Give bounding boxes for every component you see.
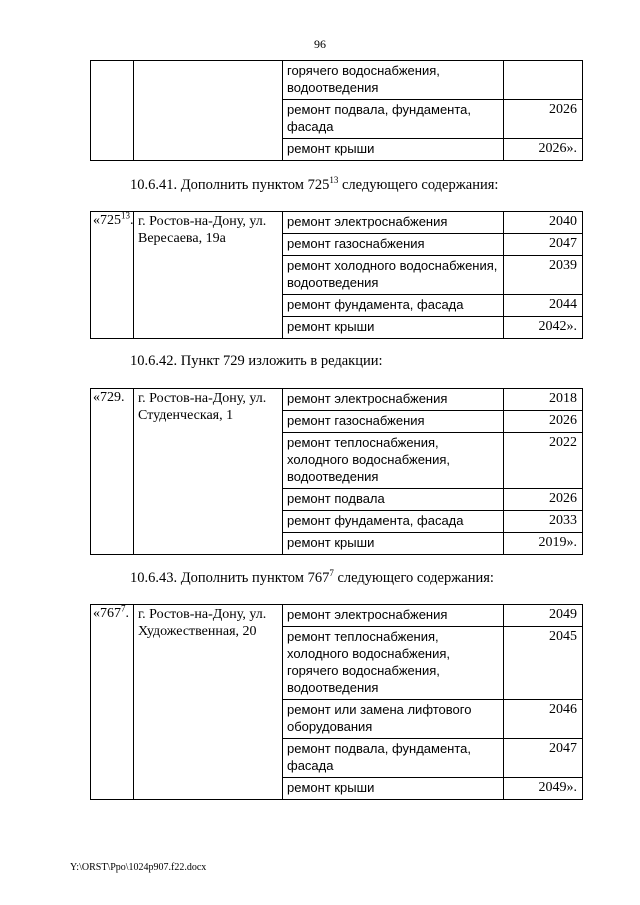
year-cell: 2026	[504, 100, 583, 139]
work-cell: ремонт подвала, фундамента, фасада	[283, 100, 504, 139]
number-cell	[91, 61, 134, 161]
year-cell: 2018	[504, 389, 583, 411]
item-number: «729.	[91, 389, 134, 555]
work-cell: ремонт холодного водоснабжения, водоотведения	[283, 256, 504, 295]
year-cell: 2049».	[504, 778, 583, 800]
work-cell: ремонт фундамента, фасада	[283, 511, 504, 533]
work-cell: ремонт теплоснабжения, холодного водоснабжения, водоотведения	[283, 433, 504, 489]
work-cell: ремонт электроснабжения	[283, 212, 504, 234]
section-heading-10-6-43: 10.6.43. Дополнить пунктом $767^7$ следующего содержания:	[130, 568, 494, 586]
work-cell: ремонт подвала	[283, 489, 504, 511]
address-cell: г. Ростов-на-Дону, ул. Студенческая, 1	[134, 389, 283, 555]
year-cell: 2026	[504, 411, 583, 433]
work-cell: ремонт крыши	[283, 139, 504, 161]
work-cell: ремонт или замена лифтового оборудования	[283, 700, 504, 739]
year-cell: 2047	[504, 739, 583, 778]
year-cell: 2042».	[504, 317, 583, 339]
year-cell: 2044	[504, 295, 583, 317]
table-729	[90, 388, 583, 555]
address-cell	[134, 61, 283, 161]
work-cell: ремонт газоснабжения	[283, 234, 504, 256]
page-number: 96	[314, 37, 326, 51]
table-725-13	[90, 211, 583, 339]
work-cell: ремонт теплоснабжения, холодного водоснабжения, горячего водоснабжения, водоотведения	[283, 627, 504, 700]
item-number: «$725^{13}$.	[91, 212, 134, 339]
work-cell: ремонт газоснабжения	[283, 411, 504, 433]
year-cell: 2045	[504, 627, 583, 700]
work-cell: горячего водоснабжения, водоотведения	[283, 61, 504, 100]
year-cell: 2022	[504, 433, 583, 489]
year-cell: 2019».	[504, 533, 583, 555]
address-cell: г. Ростов-на-Дону, ул. Художественная, 20	[134, 605, 283, 800]
section-heading-10-6-41: 10.6.41. Дополнить пунктом $725^{13}$ следующего содержания:	[130, 175, 499, 193]
file-path-footer: Y:\ORST\Ppo\1024p907.f22.docx	[70, 862, 207, 873]
year-cell: 2046	[504, 700, 583, 739]
work-cell: ремонт электроснабжения	[283, 389, 504, 411]
work-cell: ремонт подвала, фундамента, фасада	[283, 739, 504, 778]
year-cell: 2047	[504, 234, 583, 256]
work-cell: ремонт электроснабжения	[283, 605, 504, 627]
work-cell: ремонт крыши	[283, 778, 504, 800]
work-cell: ремонт крыши	[283, 533, 504, 555]
year-cell: 2033	[504, 511, 583, 533]
section-heading-10-6-42: 10.6.42. Пункт 729 изложить в редакции:	[130, 353, 383, 369]
year-cell: 2039	[504, 256, 583, 295]
year-cell	[504, 61, 583, 100]
year-cell: 2026».	[504, 139, 583, 161]
year-cell: 2049	[504, 605, 583, 627]
year-cell: 2040	[504, 212, 583, 234]
work-cell: ремонт фундамента, фасада	[283, 295, 504, 317]
table-767-7	[90, 604, 583, 800]
work-cell: ремонт крыши	[283, 317, 504, 339]
item-number: «$767^7$.	[91, 605, 134, 800]
year-cell: 2026	[504, 489, 583, 511]
continuation-table	[90, 60, 583, 161]
address-cell: г. Ростов-на-Дону, ул. Вересаева, 19а	[134, 212, 283, 339]
